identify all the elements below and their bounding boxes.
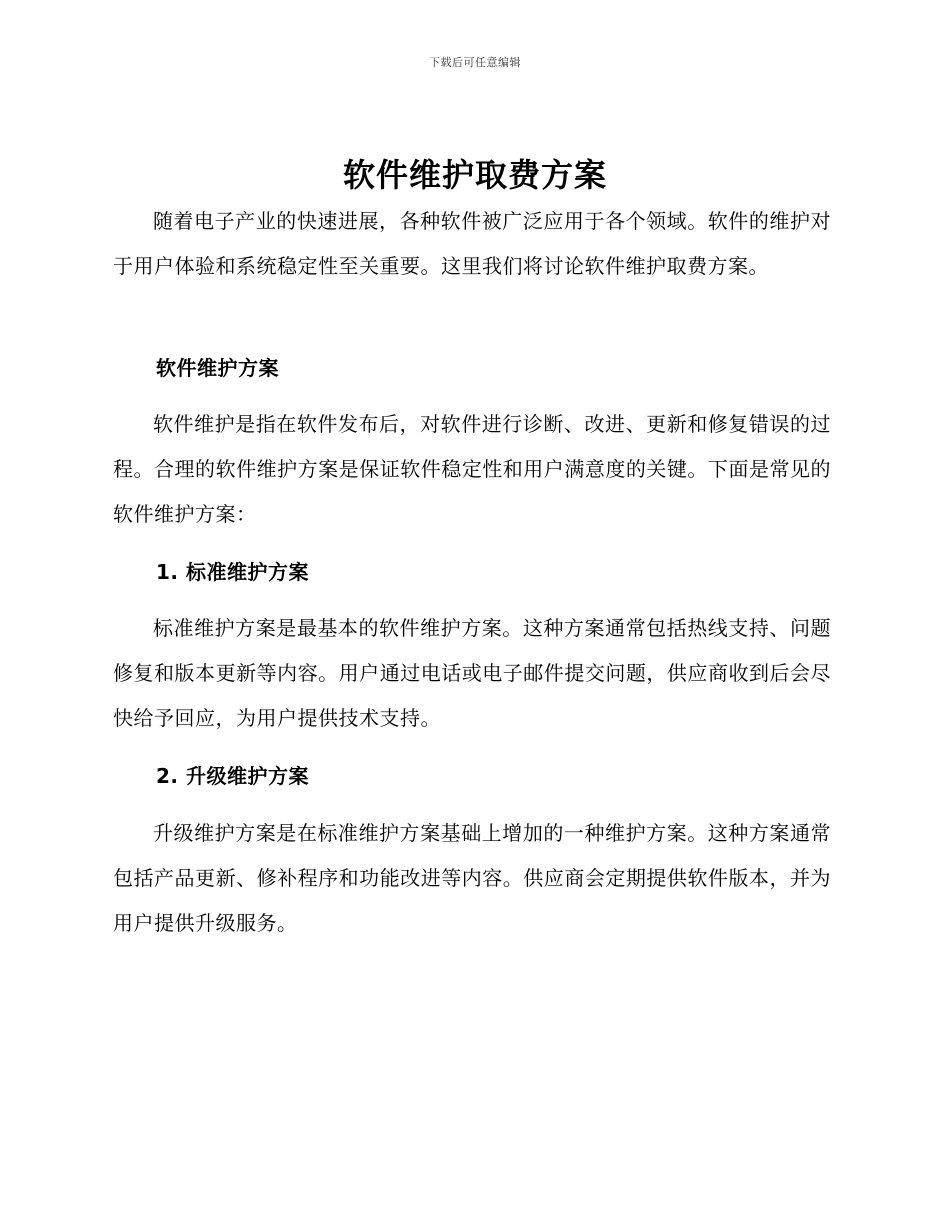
intro-paragraph: 随着电子产业的快速进展，各种软件被广泛应用于各个领域。软件的维护对于用户体验和系统稳定性至关重要。这里我们将讨论软件维护取费方案。 (113, 209, 831, 278)
page-title: 软件维护取费方案 (342, 156, 607, 194)
section-heading-standard-plan: 1. 标准维护方案 (156, 560, 309, 584)
section-heading-upgrade-plan: 2. 升级维护方案 (156, 764, 309, 788)
header-note: 下载后可任意编辑 (429, 56, 521, 69)
section-paragraph-maintenance-plan: 软件维护是指在软件发布后，对软件进行诊断、改进、更新和修复错误的过程。合理的软件维护方案是保证软件稳定性和用户满意度的关键。下面是常见的软件维护方案： (113, 412, 831, 526)
section-paragraph-upgrade-plan: 升级维护方案是在标准维护方案基础上增加的一种维护方案。这种方案通常包括产品更新、修补程序和功能改进等内容。供应商会定期提供软件版本，并为用户提供升级服务。 (113, 821, 831, 935)
section-paragraph-standard-plan: 标准维护方案是最基本的软件维护方案。这种方案通常包括热线支持、问题修复和版本更新等内容。用户通过电话或电子邮件提交问题，供应商收到后会尽快给予回应，为用户提供技术支持。 (113, 616, 831, 730)
section-heading-maintenance-plan: 软件维护方案 (156, 356, 279, 380)
